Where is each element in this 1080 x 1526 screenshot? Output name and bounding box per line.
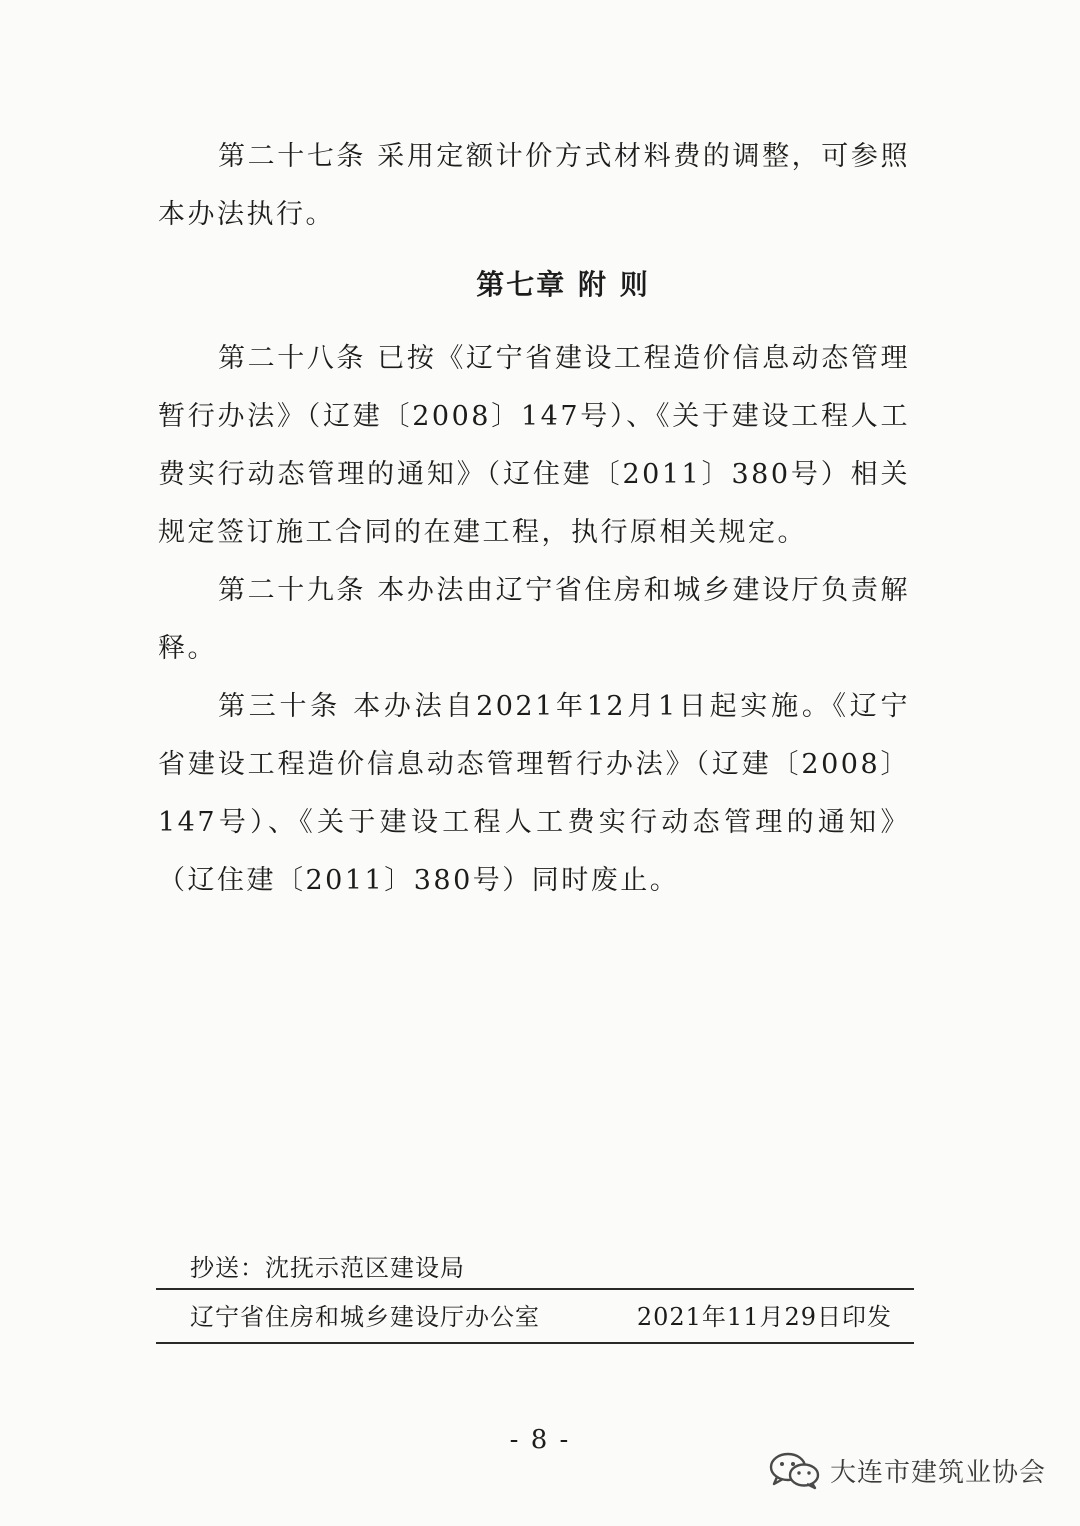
page-number: - 8 - xyxy=(509,1425,571,1455)
footer-rule-top xyxy=(156,1288,914,1290)
issue-line xyxy=(190,1295,892,1339)
footer-rule-bottom xyxy=(156,1342,914,1344)
issue-date: 2021年11月29日印发 xyxy=(636,1303,892,1331)
issuer-office: 辽宁省住房和城乡建设厅办公室 xyxy=(190,1303,540,1331)
cc-line: 抄送：沈抚示范区建设局 xyxy=(190,1254,465,1282)
wechat-icon xyxy=(768,1450,822,1490)
article-27: 第二十七条 采用定额计价方式材料费的调整，可参照本办法执行。 xyxy=(158,141,910,230)
watermark-text: 大连市建筑业协会 xyxy=(829,1457,1046,1488)
wechat-watermark xyxy=(768,1450,1046,1490)
chapter-heading: 第七章 附 则 xyxy=(476,268,650,301)
article-28: 第二十八条 已按《辽宁省建设工程造价信息动态管理暂行办法》（辽建〔2008〕147号）、《关于建设工程人工费实行动态管理的通知》（辽住建〔2011〕380号）相关规定签订施工合同的在建工程，执行原相关规定。 xyxy=(158,343,910,548)
article-29: 第二十九条 本办法由辽宁省住房和城乡建设厅负责解释。 xyxy=(158,575,910,664)
article-30: 第三十条 本办法自2021年12月1日起实施。《辽宁省建设工程造价信息动态管理暂行办法》（辽建〔2008〕147号）、《关于建设工程人工费实行动态管理的通知》（辽住建〔2011〕380号）同时废止。 xyxy=(158,691,910,896)
